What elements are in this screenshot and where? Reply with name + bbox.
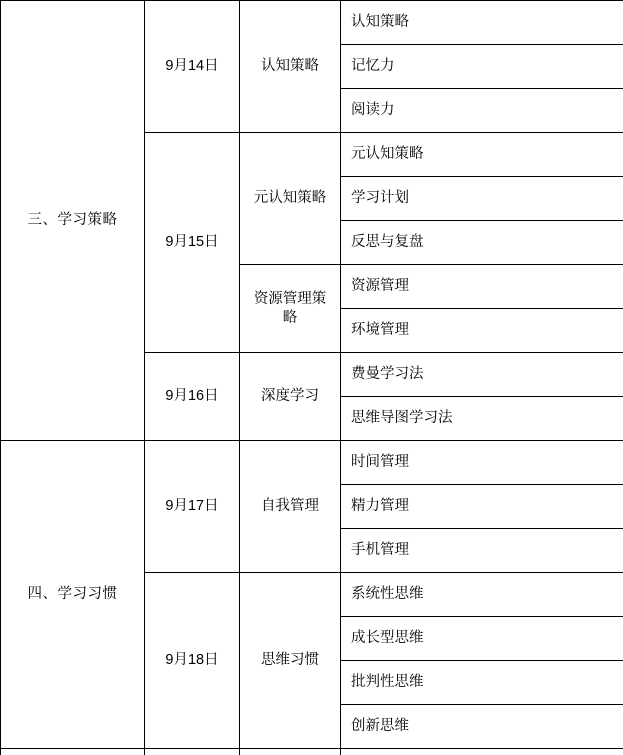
item-cell: 成长型思维: [341, 617, 623, 661]
item-cell: 思维导图学习法: [341, 397, 623, 441]
item-cell: 系统性思维: [341, 573, 623, 617]
section-cell-study-habits: 四、学习习惯: [1, 441, 145, 749]
item-cell: 学习计划: [341, 177, 623, 221]
date-cell-0914: 9月14日: [145, 1, 240, 133]
item-cell: 资源管理: [341, 265, 623, 309]
item-cell: 创新思维: [341, 705, 623, 749]
item-cell: 反思与复盘: [341, 221, 623, 265]
item-cell: 环境管理: [341, 309, 623, 353]
item-cell: 认知策略: [341, 1, 623, 45]
table-row: [1, 441, 623, 485]
item-cell: 费曼学习法: [341, 353, 623, 397]
topic-cell-deep-learning: 深度学习: [240, 353, 341, 441]
item-cell: 阅读力: [341, 89, 623, 133]
table-row: [1, 1, 623, 45]
section-cell-partial: [1, 749, 145, 755]
item-cell: 记忆力: [341, 45, 623, 89]
topic-cell-self-management: 自我管理: [240, 441, 341, 573]
topic-cell-resource-management-strategy: 资源管理策略: [240, 265, 341, 353]
topic-cell-partial: [240, 749, 341, 755]
topic-cell-metacognitive-strategy: 元认知策略: [240, 133, 341, 265]
item-cell: 时间管理: [341, 441, 623, 485]
date-cell-0918: 9月18日: [145, 573, 240, 749]
item-cell: 精力管理: [341, 485, 623, 529]
item-cell-partial: [341, 749, 623, 755]
table-row-partial: [1, 749, 623, 755]
section-cell-study-strategy: 三、学习策略: [1, 1, 145, 441]
date-cell-0915: 9月15日: [145, 133, 240, 353]
date-cell-0917: 9月17日: [145, 441, 240, 573]
topic-cell-thinking-habits: 思维习惯: [240, 573, 341, 749]
item-cell: 手机管理: [341, 529, 623, 573]
date-cell-partial: [145, 749, 240, 755]
date-cell-0916: 9月16日: [145, 353, 240, 441]
item-cell: 元认知策略: [341, 133, 623, 177]
item-cell: 批判性思维: [341, 661, 623, 705]
topic-cell-cognitive-strategy: 认知策略: [240, 1, 341, 133]
